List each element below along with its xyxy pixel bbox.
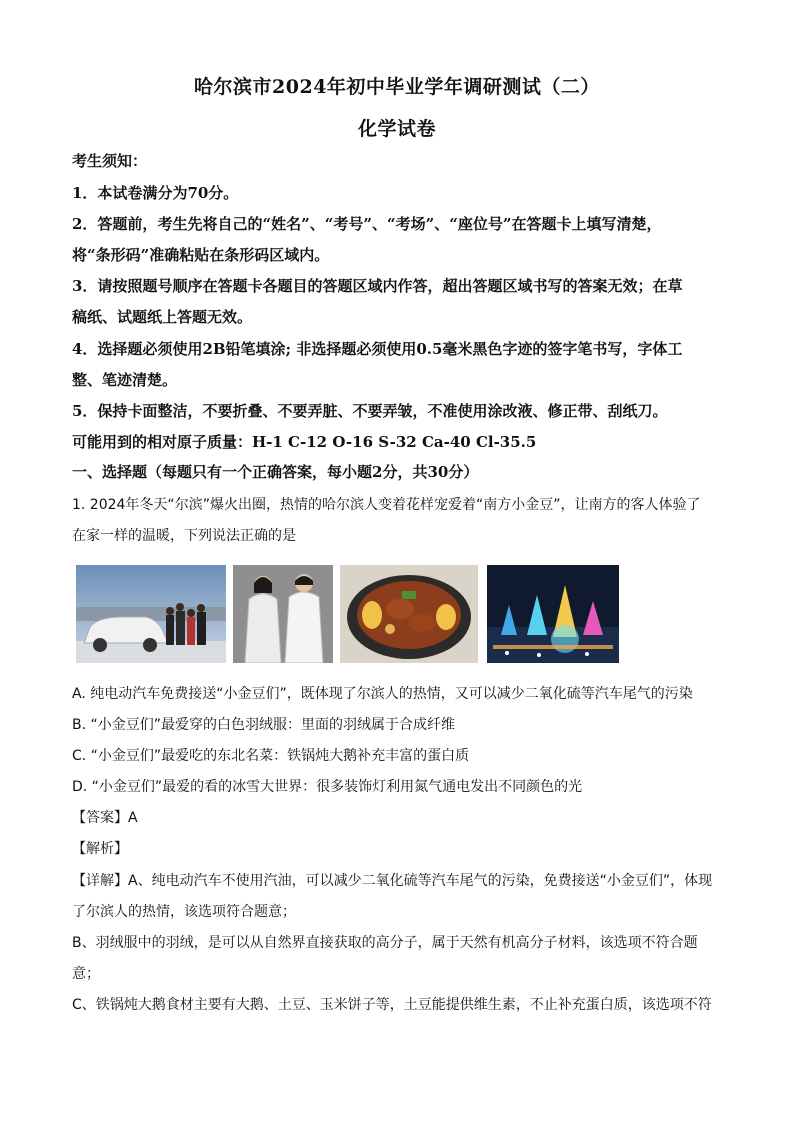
- option-b: B. “小金豆们”最爱穿的白色羽绒服：里面的羽绒属于合成纤维: [72, 717, 456, 733]
- option-a: A. 纯电动汽车免费接送“小金豆们”，既体现了尔滨人的热情，又可以减少二氧化硫等汽车尾气的污染: [72, 686, 693, 702]
- down-jacket-photo: [233, 565, 333, 663]
- section-heading: 一、选择题（每题只有一个正确答案，每小题2分，共30分）: [72, 463, 479, 481]
- ice-world-photo: [487, 565, 619, 663]
- notice-item: 整、笔迹清楚。: [72, 371, 178, 389]
- notice-item: 4．选择题必须使用2B铅笔填涂; 非选择题必须使用0.5毫米黑色字迹的签字笔书写，字体工: [72, 340, 683, 358]
- notice-item: 3．请按照题号顺序在答题卡各题目的答题区域内作答，超出答题区域书写的答案无效；在草: [72, 277, 683, 295]
- detail-line: 【详解】A、纯电动汽车不使用汽油，可以减少二氧化硫等汽车尾气的污染，免费接送“小金豆们”，体现: [72, 873, 713, 889]
- option-d: D. “小金豆们”最爱的看的冰雪大世界：很多装饰灯利用氮气通电发出不同颜色的光: [72, 779, 583, 795]
- answer-line: 【答案】A: [72, 810, 138, 826]
- notice-item: 5．保持卡面整洁，不要折叠、不要弄脏、不要弄皱，不准使用涂改液、修正带、刮纸刀。: [72, 402, 668, 420]
- exam-subject: 化学试卷: [357, 118, 436, 140]
- stew-dish-photo: [340, 565, 478, 663]
- atomic-mass-line: 可能用到的相对原子质量：H-1 C-12 O-16 S-32 Ca-40 Cl-35.5: [72, 433, 537, 451]
- detail-line: 意；: [72, 966, 100, 982]
- exam-title: 哈尔滨市2024年初中毕业学年调研测试（二）: [194, 76, 600, 98]
- detail-line: 了尔滨人的热情，该选项符合题意；: [72, 904, 296, 920]
- detail-line: B、羽绒服中的羽绒，是可以从自然界直接获取的高分子，属于天然有机高分子材料，该选项不符合题: [72, 935, 698, 951]
- notice-heading: 考生须知：: [72, 152, 148, 170]
- notice-item: 2．答题前，考生先将自己的“姓名”、“考号”、“考场”、“座位号”在答题卡上填写清楚，: [72, 215, 662, 233]
- question-stem: 在家一样的温暖，下列说法正确的是: [72, 528, 296, 544]
- car-photo: [76, 565, 226, 663]
- analysis-label: 【解析】: [72, 841, 128, 857]
- notice-item: 稿纸、试题纸上答题无效。: [72, 308, 253, 326]
- notice-item: 将“条形码”准确粘贴在条形码区域内。: [72, 246, 330, 264]
- option-c: C. “小金豆们”最爱吃的东北名菜：铁锅炖大鹅补充丰富的蛋白质: [72, 748, 470, 764]
- detail-line: C、铁锅炖大鹅食材主要有大鹅、土豆、玉米饼子等，土豆能提供维生素，不止补充蛋白质，该选项不符: [72, 997, 712, 1013]
- question-stem: 1. 2024年冬天“尔滨”爆火出圈，热情的哈尔滨人变着花样宠爱着“南方小金豆”，让南方的客人体验了: [72, 497, 701, 513]
- notice-item: 1．本试卷满分为70分。: [72, 184, 239, 202]
